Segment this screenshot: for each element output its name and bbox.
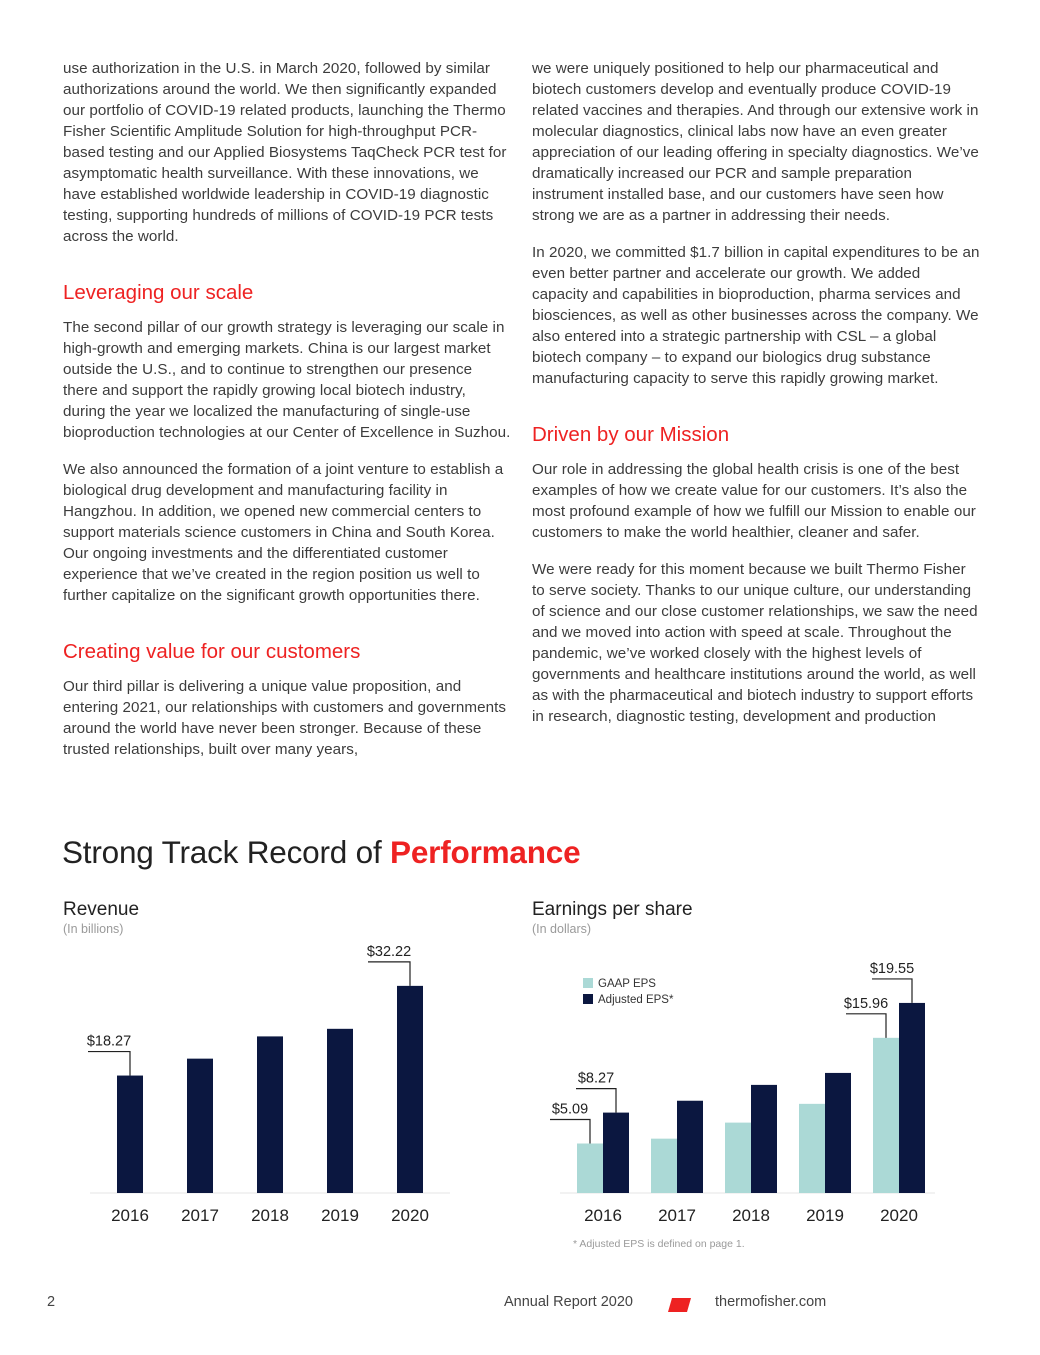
leveraging-scale-paragraph-2: We also announced the formation of a joint venture to establish a biological drug development and manufacturing facility in Hangzhou. In addition, we opened new commercial centers to support materials science customers in China and South Korea. Our ongoing investments and the differentiated customer experience that we’ve created in the region position us well to further capitalize on the significant growth opportunities there. xyxy=(63,461,504,604)
revenue-chart-subtitle: (In billions) xyxy=(63,922,124,936)
eps-data-label-0-2020: $15.96 xyxy=(843,995,889,1012)
eps-footnote: * Adjusted EPS is defined on page 1. xyxy=(573,1238,745,1250)
eps-legend-label-0: GAAP EPS xyxy=(598,978,656,990)
eps-data-label-1-2020: $19.55 xyxy=(869,960,915,977)
performance-title-plain: Strong Track Record of xyxy=(62,834,391,870)
eps-x-tick-2018: 2018 xyxy=(732,1206,770,1225)
eps-data-label-1-2016: $8.27 xyxy=(577,1070,615,1087)
revenue-x-tick-2017: 2017 xyxy=(181,1206,219,1225)
eps-x-tick-2019: 2019 xyxy=(806,1206,844,1225)
creating-value-paragraph-1: Our third pillar is delivering a unique value proposition, and entering 2021, our relationships with customers and governments around the world have never been stronger. Because of these trusted relationships, built over many years, xyxy=(63,678,506,758)
heading-driven-by-mission: Driven by our Mission xyxy=(532,423,730,446)
mission-paragraph-1: Our role in addressing the global health crisis is one of the best examples of how we create value for our customers. It’s also the most profound example of how we fulfill our Mission to enable our customers to make the world healthier, cleaner and safer. xyxy=(532,461,976,541)
mission-paragraph-2: We were ready for this moment because we built Thermo Fisher to serve society. Thanks to our unique culture, our understanding of science and our close customer relationships, we saw the need and we moved into action with speed at scale. Throughout the pandemic, we’ve worked closely with the highest levels of governments and healthcare institutions around the world, as well as with the pharmaceutical and biotech industry to support efforts in research, diagnostic testing, development and production xyxy=(532,561,978,725)
revenue-bar-2018 xyxy=(257,1036,283,1193)
heading-creating-value: Creating value for our customers xyxy=(63,640,361,663)
revenue-x-tick-2016: 2016 xyxy=(111,1206,149,1225)
revenue-bar-2020 xyxy=(397,986,423,1193)
revenue-chart-title: Revenue xyxy=(63,899,140,920)
revenue-label-leader-2016 xyxy=(88,1052,130,1076)
eps-chart-title: Earnings per share xyxy=(532,899,693,920)
revenue-bar-2016 xyxy=(117,1076,143,1193)
eps-data-label-0-2016: $5.09 xyxy=(551,1101,589,1118)
eps-x-tick-2016: 2016 xyxy=(584,1206,622,1225)
thermofisher-logo-icon xyxy=(668,1297,692,1313)
eps-x-tick-2020: 2020 xyxy=(880,1206,918,1225)
revenue-bar-2019 xyxy=(327,1029,353,1193)
revenue-data-label-2020: $32.22 xyxy=(366,943,412,960)
eps-legend-label-1: Adjusted EPS* xyxy=(598,994,674,1006)
eps-chart-subtitle: (In dollars) xyxy=(532,922,592,936)
report-name: Annual Report 2020 xyxy=(504,1294,633,1310)
revenue-data-label-2016: $18.27 xyxy=(86,1033,132,1050)
revenue-label-leader-2020 xyxy=(368,962,410,986)
right-paragraph-2: In 2020, we committed $1.7 billion in capital expenditures to be an even better partner and accelerate our growth. We added capacity and capabilities in bioproduction, pharma services and biosciences, as well as other businesses across the company. We also entered into a strategic partnership with CSL – a global biotech company – to expand our biologics drug substance manufacturing capacity to serve this rapidly growing market. xyxy=(532,244,980,387)
intro-paragraph: use authorization in the U.S. in March 2020, followed by similar authorizations around the world. We then significantly expanded our portfolio of COVID-19 related products, launching the Thermo Fisher Scientific Amplitude Solution for high-throughput PCR-based testing and our Applied Biosystems TaqCheck PCR test for asymptomatic health surveillance. With these innovations, we have established worldwide leadership in COVID-19 diagnostic testing, supporting hundreds of millions of COVID-19 PCR tests across the world. xyxy=(63,60,507,245)
revenue-x-tick-2020: 2020 xyxy=(391,1206,429,1225)
revenue-x-tick-2019: 2019 xyxy=(321,1206,359,1225)
performance-title-highlight: Performance xyxy=(390,834,581,870)
revenue-x-tick-2018: 2018 xyxy=(251,1206,289,1225)
right-paragraph-1: we were uniquely positioned to help our pharmaceutical and biotech customers develop and eventually produce COVID-19 related vaccines and therapies. And through our extensive work in molecular diagnostics, clinical labs now have an even greater appreciation of our leading offering in specialty diagnostics. We’ve dramatically increased our PCR and sample preparation instrument installed base, and our customers have seen how strong we are as a partner in addressing their needs. xyxy=(532,60,979,224)
revenue-bar-2017 xyxy=(187,1059,213,1193)
leveraging-scale-paragraph-1: The second pillar of our growth strategy is leveraging our scale in high-growth and emerging markets. China is our largest market outside the U.S., and to continue to strengthen our presence there and support the rapidly growing local biotech industry, during the year we localized the manufacturing of single-use bioproduction technologies at our Center of Excellence in Suzhou. xyxy=(63,319,511,441)
eps-x-tick-2017: 2017 xyxy=(658,1206,696,1225)
website-link[interactable]: thermofisher.com xyxy=(715,1294,827,1310)
heading-leveraging-scale: Leveraging our scale xyxy=(63,281,254,304)
page-number: 2 xyxy=(47,1294,56,1310)
